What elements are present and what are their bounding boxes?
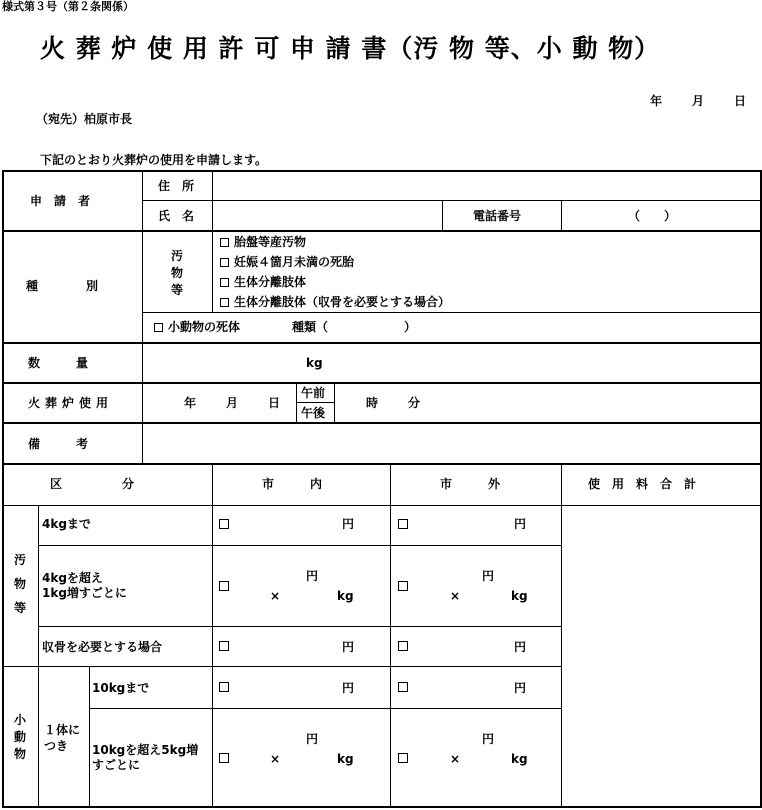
date-year-label: 年 (650, 94, 663, 108)
option-label: 生体分離肢体（収骨を必要とする場合） (234, 295, 451, 309)
inside-10kg-checkbox[interactable] (219, 682, 229, 692)
remarks-input[interactable] (144, 424, 760, 461)
fee-header-total: 使 用 料 合 計 (588, 477, 697, 491)
option-label: 生体分離肢体 (234, 275, 307, 289)
fee-header-inside: 市 内 (262, 477, 323, 491)
times-label: × (270, 752, 281, 766)
option-label: 胎盤等産汚物 (234, 235, 307, 249)
animal-group-label: 小動物 (13, 713, 26, 761)
fee-header-category: 区 分 (50, 477, 135, 491)
checkbox-icon[interactable] (154, 323, 163, 332)
checkbox-icon[interactable] (220, 238, 229, 247)
checkbox-icon[interactable] (220, 258, 229, 267)
inside-4kg-checkbox[interactable] (219, 519, 229, 529)
option-limb[interactable] (220, 275, 306, 289)
addressee: （宛先）柏原市長 (36, 112, 133, 126)
yen-label: 円 (306, 732, 319, 746)
kg-label: kg (337, 752, 354, 766)
option-label: 妊娠４箇月未満の死胎 (234, 255, 355, 269)
kind-close: ） (404, 320, 417, 334)
yen-label: 円 (306, 569, 319, 583)
outside-over4kg-checkbox[interactable] (398, 581, 408, 591)
option-limb-bones[interactable] (220, 295, 450, 309)
row-label-over10kg-line2: すごとに (92, 758, 141, 772)
option-label: 小動物の死体 (168, 320, 241, 334)
row-label-over4kg-line2: 1kg増すごとに (42, 586, 127, 600)
filth-group-label: 汚物等 (13, 553, 26, 615)
name-label: 氏 名 (158, 209, 195, 223)
phone-input[interactable]: （ ） (628, 209, 677, 223)
option-placenta[interactable] (220, 235, 306, 249)
per-body-label: １体につき (44, 723, 81, 753)
yen-label: 円 (342, 517, 355, 531)
kg-label: kg (511, 752, 528, 766)
outside-10kg-checkbox[interactable] (398, 682, 408, 692)
hour-label: 時 (366, 396, 379, 410)
am-label[interactable]: 午前 (301, 386, 326, 400)
times-label: × (270, 589, 281, 603)
page-title: 火 葬 炉 使 用 許 可 申 請 書（汚 物 等、小 動 物） (40, 34, 661, 63)
address-label: 住 所 (158, 179, 195, 193)
minute-label: 分 (408, 396, 421, 410)
yen-label: 円 (342, 640, 355, 654)
outside-4kg-checkbox[interactable] (398, 519, 408, 529)
fee-header-outside: 市 外 (440, 477, 501, 491)
usage-month: 月 (226, 396, 239, 410)
row-label-over10kg-line1: 10kgを超え5kg増 (92, 743, 199, 757)
yen-label: 円 (342, 681, 355, 695)
inside-over4kg-checkbox[interactable] (219, 581, 229, 591)
kind-label: 種類（ (292, 320, 329, 334)
filth-category-label: 汚物等 (170, 249, 183, 297)
times-label: × (450, 752, 461, 766)
row-label-bones: 収骨を必要とする場合 (42, 640, 163, 654)
checkbox-icon[interactable] (220, 298, 229, 307)
yen-label: 円 (482, 732, 495, 746)
address-input[interactable] (214, 174, 758, 198)
yen-label: 円 (482, 569, 495, 583)
usage-day: 日 (268, 396, 281, 410)
quantity-label: 数 量 (28, 356, 89, 370)
outside-bones-checkbox[interactable] (398, 641, 408, 651)
intro-text: 下記のとおり火葬炉の使用を申請します。 (40, 153, 268, 167)
applicant-label: 申 請 者 (30, 194, 91, 208)
inside-bones-checkbox[interactable] (219, 641, 229, 651)
phone-label: 電話番号 (473, 209, 522, 223)
yen-label: 円 (514, 517, 527, 531)
date-day-label: 日 (734, 94, 747, 108)
inside-over10kg-checkbox[interactable] (219, 753, 229, 763)
option-fetus[interactable] (220, 255, 354, 269)
row-label-4kg: 4kgまで (42, 517, 91, 531)
form-number: 様式第３号（第２条関係） (2, 0, 134, 13)
remarks-label: 備 考 (28, 437, 89, 451)
yen-label: 円 (514, 681, 527, 695)
outside-over10kg-checkbox[interactable] (398, 753, 408, 763)
name-input[interactable] (214, 203, 440, 228)
quantity-unit: kg (306, 356, 323, 370)
row-label-over4kg-line1: 4kgを超え (42, 571, 103, 585)
kg-label: kg (337, 589, 354, 603)
times-label: × (450, 589, 461, 603)
usage-label: 火葬炉使用 (28, 396, 114, 410)
yen-label: 円 (514, 640, 527, 654)
checkbox-icon[interactable] (220, 278, 229, 287)
usage-year: 年 (184, 396, 197, 410)
option-small-animal[interactable] (154, 320, 240, 334)
kg-label: kg (511, 589, 528, 603)
category-label: 種 別 (26, 279, 99, 293)
total-fee-area[interactable] (563, 507, 758, 806)
row-label-10kg: 10kgまで (92, 681, 150, 695)
date-month-label: 月 (692, 94, 705, 108)
pm-label[interactable]: 午後 (301, 406, 326, 420)
